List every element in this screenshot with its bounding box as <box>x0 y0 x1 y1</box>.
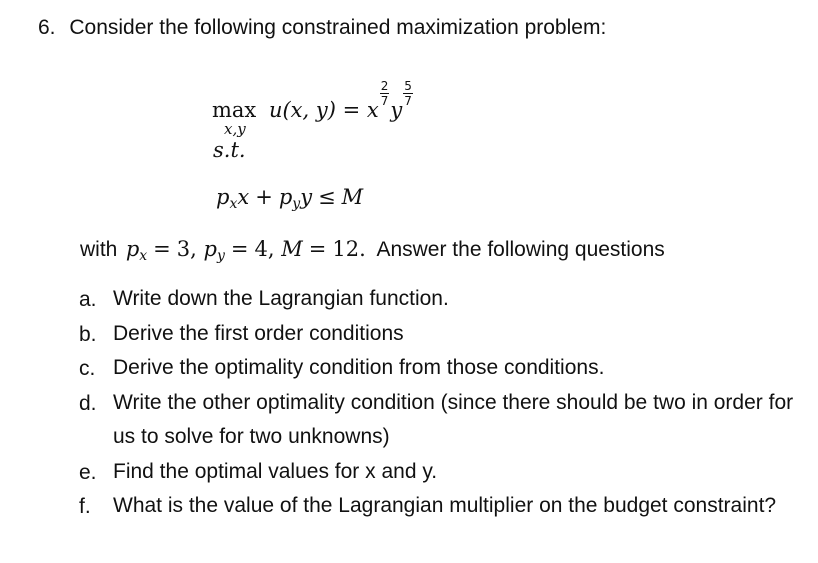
utility-expression: u(x, y) = x <box>268 98 379 122</box>
y-exponent: $\frac{5}{7}$ <box>404 79 412 108</box>
page: 6. Consider the following constrained maximization problem: max x,y u(x, y) = x $\frac{2}{7}$ y $\frac{5}{7}$ s.t. $p_xx + p_yy \le M$ with $p_x = 3$, $p_y = 4$, M = 12. Answer the following questions a. Write down the Lagrangian function. b. Derive the first order conditions c. Derive the optimality condition from those conditions. d. Write the other optimality condition (since there should be two in order for us to solve for two unknowns) e. Find the optimal values for x and y. f. What is the value of the Lagrangian multiplier on the budget constraint? <box>38 16 794 518</box>
max-operator: max x,y <box>212 98 257 138</box>
question-prompt: Consider the following constrained maximization problem: <box>69 16 607 39</box>
x-exponent: $\frac{2}{7}$ <box>380 79 389 108</box>
objective-function <box>212 79 414 138</box>
question-number: 6. <box>38 16 56 39</box>
y-variable: y <box>390 98 403 122</box>
subject-to: s.t. <box>213 138 246 162</box>
budget-constraint: $p_xx + p_yy \le M$ <box>216 185 364 212</box>
max-subscript-vars: x,y <box>224 120 246 138</box>
question-header <box>38 17 606 38</box>
given-values: with $p_x = 3$, $p_y = 4$, M = 12. Answer the following questions <box>80 237 665 264</box>
